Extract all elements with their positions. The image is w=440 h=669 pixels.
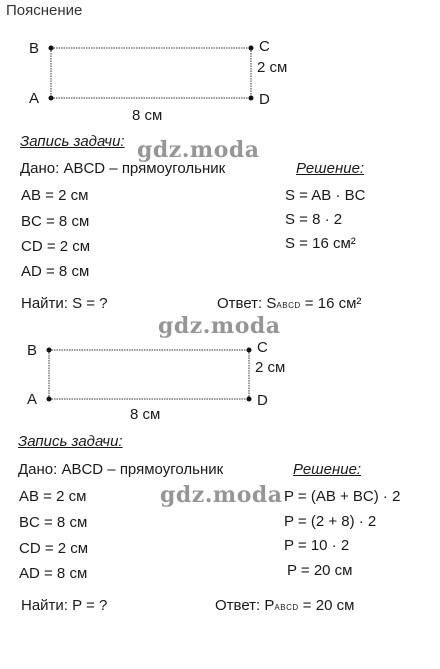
vertex-b bbox=[49, 46, 54, 51]
vertex-a bbox=[47, 397, 52, 402]
fact-line: AB = 2 см bbox=[21, 187, 89, 204]
given-text: Дано: ABCD – прямоугольник bbox=[20, 160, 226, 177]
vertex-d bbox=[247, 397, 252, 402]
watermark: gdz.moda bbox=[158, 313, 281, 339]
solution-header: Решение: bbox=[296, 160, 365, 177]
vertex-label-c: C bbox=[259, 38, 270, 55]
fact-line: BC = 8 см bbox=[21, 213, 90, 230]
vertex-c bbox=[249, 46, 254, 51]
vertex-c bbox=[247, 348, 252, 353]
solution-line: P = (AB + BC) · 2 bbox=[284, 488, 401, 505]
rectangle-diagram-1 bbox=[0, 30, 440, 150]
side-length-label: 2 см bbox=[257, 59, 288, 76]
vertex-d bbox=[249, 96, 254, 101]
find-text: Найти: P = ? bbox=[21, 597, 108, 614]
bottom-length-label: 8 см bbox=[132, 107, 163, 124]
vertex-label-b: B bbox=[27, 342, 38, 359]
vertex-label-c: C bbox=[257, 339, 268, 356]
given-text: Дано: ABCD – прямоугольник bbox=[18, 461, 224, 478]
side-length-label: 2 см bbox=[255, 359, 286, 376]
find-text: Найти: S = ? bbox=[21, 295, 108, 312]
fact-line: CD = 2 см bbox=[21, 238, 91, 255]
solution-line: S = 8 · 2 bbox=[285, 211, 343, 228]
page-title: Пояснение bbox=[6, 2, 83, 19]
solution-header: Решение: bbox=[293, 461, 362, 478]
vertex-b bbox=[47, 348, 52, 353]
solution-line: P = 10 · 2 bbox=[284, 537, 350, 554]
vertex-label-a: A bbox=[27, 391, 38, 408]
answer-text: Ответ: PABCD = 20 см bbox=[215, 597, 355, 614]
vertex-label-d: D bbox=[257, 392, 268, 409]
record-header: Запись задачи: bbox=[20, 133, 125, 150]
answer-text: Ответ: SABCD = 16 см² bbox=[217, 295, 362, 312]
fact-line: BC = 8 см bbox=[19, 514, 88, 531]
fact-line: AB = 2 см bbox=[19, 488, 87, 505]
fact-line: AD = 8 см bbox=[19, 565, 88, 582]
watermark: gdz.moda bbox=[137, 137, 260, 163]
fact-line: AD = 8 см bbox=[21, 263, 90, 280]
bottom-length-label: 8 см bbox=[130, 406, 161, 423]
solution-line: S = 16 см² bbox=[285, 235, 356, 252]
solution-line: S = AB · BC bbox=[285, 187, 366, 204]
solution-line: P = (2 + 8) · 2 bbox=[284, 513, 377, 530]
record-header: Запись задачи: bbox=[18, 433, 123, 450]
vertex-a bbox=[49, 96, 54, 101]
vertex-label-b: B bbox=[29, 40, 40, 57]
vertex-label-a: A bbox=[29, 90, 40, 107]
fact-line: CD = 2 см bbox=[19, 540, 89, 557]
solution-line: P = 20 см bbox=[287, 562, 353, 579]
vertex-label-d: D bbox=[259, 91, 270, 108]
watermark: gdz.moda bbox=[160, 482, 283, 508]
